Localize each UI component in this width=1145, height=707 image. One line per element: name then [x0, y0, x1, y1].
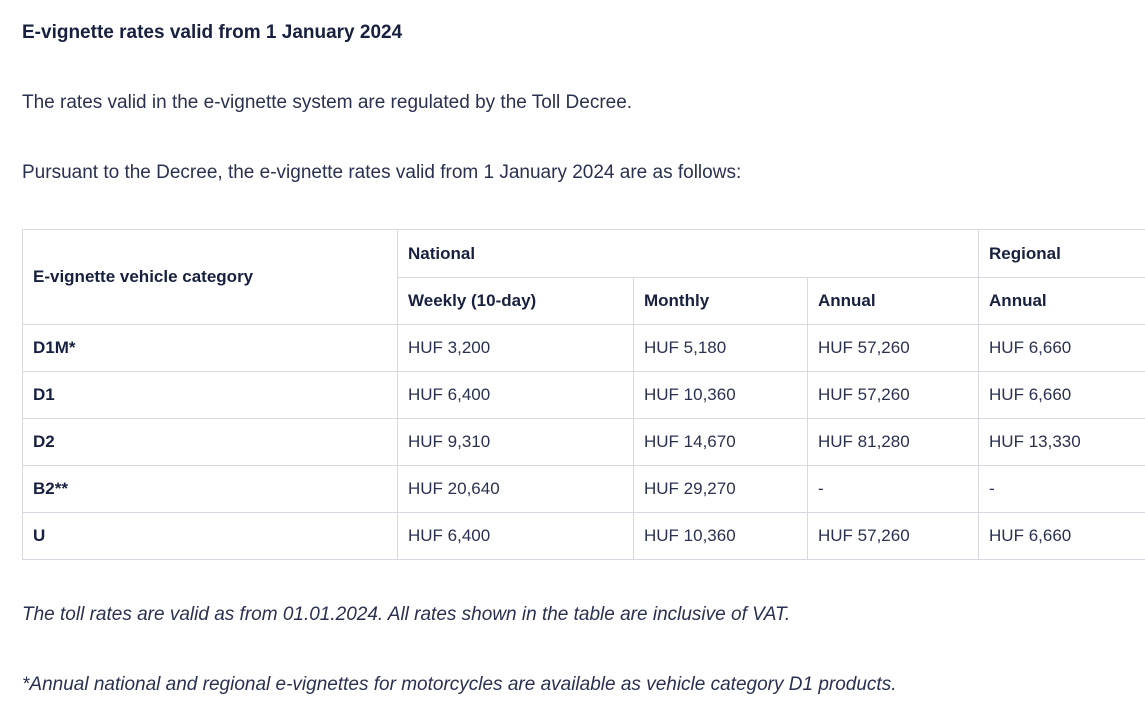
annual-national-rate: -: [808, 466, 979, 513]
vehicle-category: B2**: [23, 466, 398, 513]
annual-regional-rate: HUF 13,330: [979, 419, 1145, 466]
table-row: [23, 466, 1145, 513]
annual-national-rate: HUF 57,260: [808, 325, 979, 372]
annual-national-header: Annual: [808, 278, 979, 325]
motorcycle-footnote: *Annual national and regional e-vignettes for motorcycles are available as vehicle category D1 products.: [22, 674, 897, 695]
table-row: [23, 513, 1145, 560]
monthly-rate: HUF 10,360: [634, 372, 808, 419]
monthly-rate: HUF 10,360: [634, 513, 808, 560]
monthly-rate: HUF 14,670: [634, 419, 808, 466]
weekly-rate: HUF 6,400: [398, 372, 634, 419]
annual-national-rate: HUF 57,260: [808, 513, 979, 560]
table-row: [23, 372, 1145, 419]
decree-paragraph: Pursuant to the Decree, the e-vignette rates valid from 1 January 2024 are as follows:: [22, 162, 742, 183]
annual-regional-rate: HUF 6,660: [979, 513, 1145, 560]
national-group-header: National: [398, 230, 979, 278]
table-row: [23, 419, 1145, 466]
annual-regional-rate: HUF 6,660: [979, 372, 1145, 419]
intro-paragraph: The rates valid in the e-vignette system are regulated by the Toll Decree.: [22, 92, 633, 113]
vehicle-category: D1M*: [23, 325, 398, 372]
category-header: E-vignette vehicle category: [23, 230, 398, 325]
weekly-rate: HUF 20,640: [398, 466, 634, 513]
vehicle-category: D2: [23, 419, 398, 466]
weekly-rate: HUF 9,310: [398, 419, 634, 466]
annual-national-rate: HUF 57,260: [808, 372, 979, 419]
weekly-header: Weekly (10-day): [398, 278, 634, 325]
monthly-header: Monthly: [634, 278, 808, 325]
rates-table: [22, 229, 1145, 560]
monthly-rate: HUF 5,180: [634, 325, 808, 372]
weekly-rate: HUF 6,400: [398, 513, 634, 560]
regional-group-header: Regional: [979, 230, 1145, 278]
monthly-rate: HUF 29,270: [634, 466, 808, 513]
page-title: E-vignette rates valid from 1 January 2024: [22, 22, 403, 43]
annual-regional-rate: HUF 6,660: [979, 325, 1145, 372]
vehicle-category: D1: [23, 372, 398, 419]
annual-regional-rate: -: [979, 466, 1145, 513]
annual-regional-header: Annual: [979, 278, 1145, 325]
weekly-rate: HUF 3,200: [398, 325, 634, 372]
annual-national-rate: HUF 81,280: [808, 419, 979, 466]
vat-note: The toll rates are valid as from 01.01.2024. All rates shown in the table are inclusive of VAT.: [22, 604, 791, 625]
table-row: [23, 325, 1145, 372]
vehicle-category: U: [23, 513, 398, 560]
table-header-row: [23, 230, 1145, 278]
